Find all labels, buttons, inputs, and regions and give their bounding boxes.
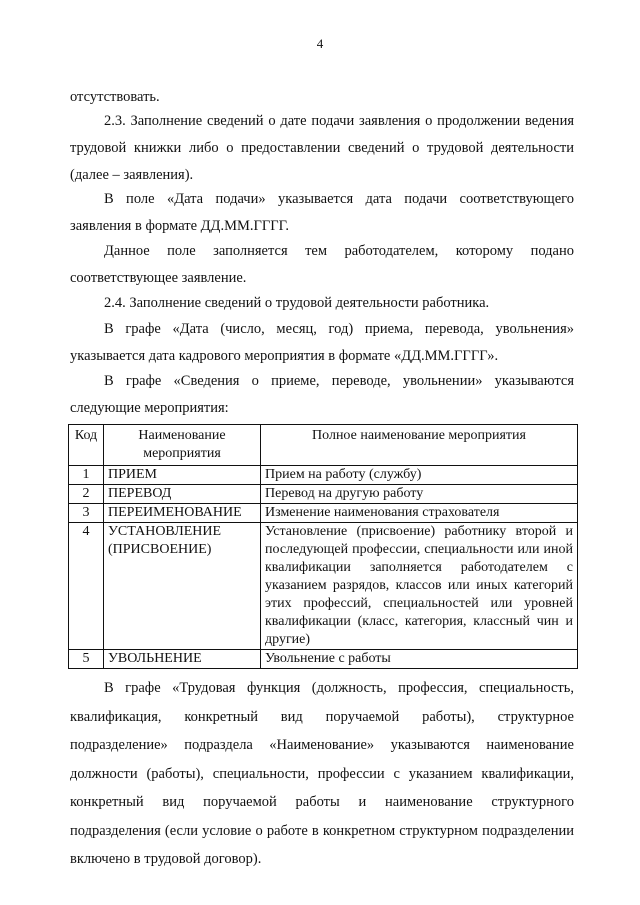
table-row xyxy=(69,504,578,523)
header-full-name: Полное наименование мероприятия xyxy=(261,425,578,466)
cell-full-name: Перевод на другую работу xyxy=(261,485,578,504)
page-number: 4 xyxy=(316,36,324,51)
cell-name: ПЕРЕИМЕНОВАНИЕ xyxy=(104,504,261,523)
paragraph-events-column: В графе «Сведения о приеме, переводе, увольнении» указываются следующие мероприятия: xyxy=(70,373,574,416)
cell-name: УСТАНОВЛЕНИЕ (ПРИСВОЕНИЕ) xyxy=(104,523,261,650)
paragraph-labor-function: В графе «Трудовая функция (должность, профессия, специальность, квалификация, конкретный вид поручаемой работы), структурное подразделение» подраздела «Наименование» указываются наименование должности (работы), специальности, профессии с указанием квалификации, конкретный вид поручаемой работы и наименование структурного подразделения (если условие о работе в конкретном структурном подразделении включено в трудовой договор). xyxy=(70,680,574,867)
paragraph-date-column: В графе «Дата (число, месяц, год) приема, перевода, увольнения» указывается дата кадрового мероприятия в формате «ДД.ММ.ГГГГ». xyxy=(70,321,574,364)
header-name: Наименование мероприятия xyxy=(104,425,261,466)
cell-name: УВОЛЬНЕНИЕ xyxy=(104,650,261,669)
cell-code: 3 xyxy=(69,504,104,523)
cell-name: ПРИЕМ xyxy=(104,466,261,485)
table-row xyxy=(69,485,578,504)
paragraph-continuation: отсутствовать. xyxy=(70,89,160,105)
cell-full-name: Установление (присвоение) работнику второй и последующей профессии, специальности или иной квалификации заполняется работодателем с указанием разрядов, классов или иных категорий этих профессий, специальностей или уровней квалификации (класс, категория, классный чин и другие) xyxy=(261,523,578,650)
paragraph-2-3: 2.3. Заполнение сведений о дате подачи заявления о продолжении ведения трудовой книжки либо о предоставлении сведений о трудовой деятельности (далее – заявления). xyxy=(70,113,574,183)
table-row xyxy=(69,466,578,485)
table-header-row xyxy=(69,425,578,466)
paragraph-date-field: В поле «Дата подачи» указывается дата подачи соответствующего заявления в формате ДД.ММ.ГГГГ. xyxy=(70,191,574,234)
cell-code: 2 xyxy=(69,485,104,504)
cell-code: 1 xyxy=(69,466,104,485)
cell-full-name: Увольнение с работы xyxy=(261,650,578,669)
header-code: Код xyxy=(69,425,104,466)
cell-code: 5 xyxy=(69,650,104,669)
cell-full-name: Прием на работу (службу) xyxy=(261,466,578,485)
cell-name: ПЕРЕВОД xyxy=(104,485,261,504)
table-row xyxy=(69,650,578,669)
paragraph-2-4: 2.4. Заполнение сведений о трудовой деятельности работника. xyxy=(104,295,490,311)
paragraph-employer: Данное поле заполняется тем работодателем, которому подано соответствующее заявление. xyxy=(70,243,574,286)
cell-code: 4 xyxy=(69,523,104,650)
events-table xyxy=(68,424,578,669)
table-row xyxy=(69,523,578,650)
cell-full-name: Изменение наименования страхователя xyxy=(261,504,578,523)
